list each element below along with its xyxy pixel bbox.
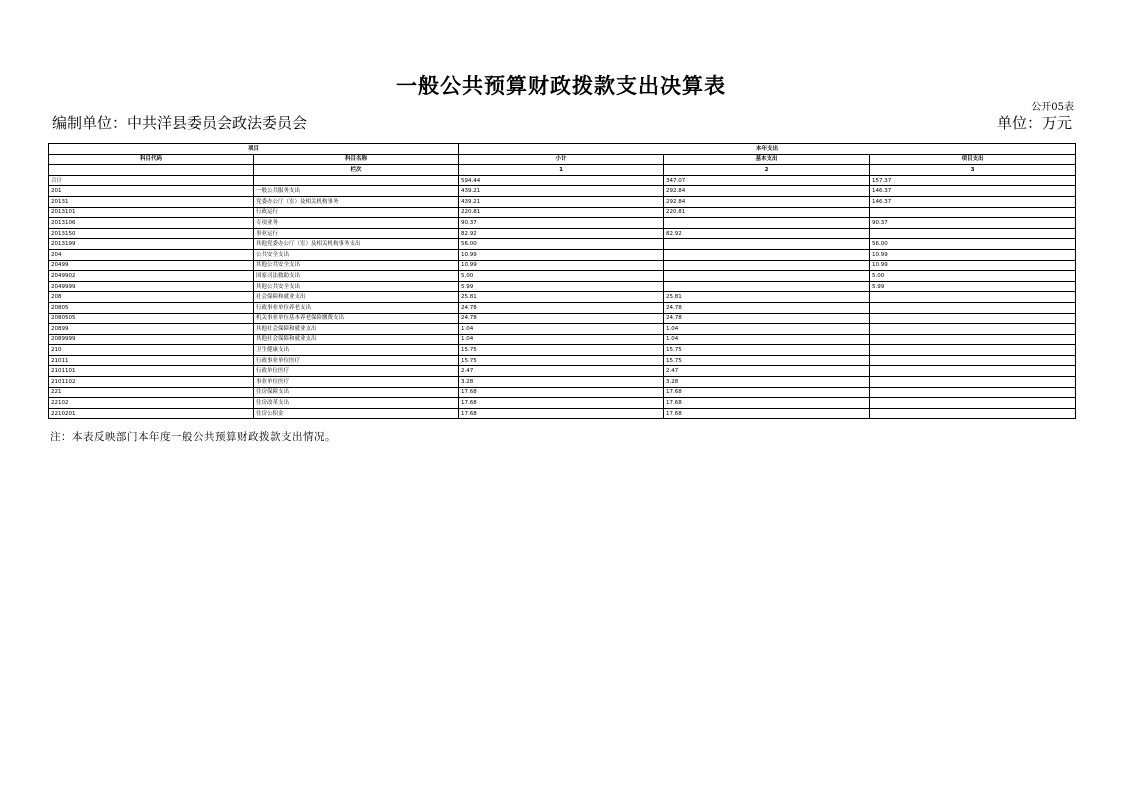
subject-name-cell: 住房公积金 [254, 408, 459, 419]
report-title: 一般公共预算财政拨款支出决算表 [396, 73, 726, 98]
form-number: 公开05表 [1031, 102, 1074, 113]
subtotal-cell: 90.37 [459, 218, 664, 229]
subject-name-cell: 行政运行 [254, 207, 459, 218]
subtotal-cell: 1.04 [459, 324, 664, 335]
subject-code-cell: 20805 [49, 302, 254, 313]
subject-name-cell: 住房改革支出 [254, 398, 459, 409]
table-row [49, 196, 1076, 207]
subject-code-cell: 20499 [49, 260, 254, 271]
subject-name-cell: 卫生健康支出 [254, 345, 459, 356]
subtotal-cell: 17.68 [459, 408, 664, 419]
subject-name-cell: 其他公共安全支出 [254, 260, 459, 271]
project-expense-cell [870, 334, 1076, 345]
subtotal-cell: 594.44 [459, 175, 664, 186]
basic-expense-cell: 82.92 [664, 228, 870, 239]
money-unit: 单位：万元 [996, 114, 1072, 132]
table-row [49, 175, 1076, 186]
header-row-2 [49, 154, 1076, 165]
subject-code-cell: 204 [49, 249, 254, 260]
table-row [49, 366, 1076, 377]
basic-expense-cell: 1.04 [664, 334, 870, 345]
basic-expense-cell [664, 218, 870, 229]
basic-expense-cell: 292.84 [664, 196, 870, 207]
subject-code-cell: 2013150 [49, 228, 254, 239]
header-subject-name: 科目名称 [254, 154, 459, 165]
subtotal-cell: 10.99 [459, 260, 664, 271]
header-blank [49, 165, 254, 176]
header-current-year-expense: 本年支出 [459, 144, 1076, 155]
basic-expense-cell: 17.68 [664, 387, 870, 398]
subject-code-cell: 2210201 [49, 408, 254, 419]
subject-code-cell: 2013106 [49, 218, 254, 229]
subtotal-cell: 15.75 [459, 355, 664, 366]
header-col-2: 2 [664, 165, 870, 176]
project-expense-cell: 146.37 [870, 186, 1076, 197]
subtotal-cell: 3.28 [459, 377, 664, 388]
table-row [49, 345, 1076, 356]
header-col-1: 1 [459, 165, 664, 176]
basic-expense-cell: 2.47 [664, 366, 870, 377]
project-expense-cell: 56.00 [870, 239, 1076, 250]
header-basic-expense: 基本支出 [664, 154, 870, 165]
basic-expense-cell [664, 260, 870, 271]
basic-expense-cell [664, 271, 870, 282]
subject-code-cell: 22102 [49, 398, 254, 409]
basic-expense-cell [664, 281, 870, 292]
subject-code-cell: 2049999 [49, 281, 254, 292]
subject-name-cell: 行政事业单位养老支出 [254, 302, 459, 313]
project-expense-cell [870, 345, 1076, 356]
table-note: 注：本表反映部门本年度一般公共预算财政拨款支出情况。 [50, 431, 336, 443]
subject-code-cell: 20131 [49, 196, 254, 207]
subject-code-cell: 2101102 [49, 377, 254, 388]
subtotal-cell: 439.21 [459, 186, 664, 197]
subject-code-cell: 2080505 [49, 313, 254, 324]
subtotal-cell: 1.04 [459, 334, 664, 345]
subtotal-cell: 15.75 [459, 345, 664, 356]
budget-table [48, 143, 1076, 419]
table-row [49, 186, 1076, 197]
subject-code-cell: 201 [49, 186, 254, 197]
table-row [49, 398, 1076, 409]
subtotal-cell: 24.78 [459, 313, 664, 324]
table-row [49, 324, 1076, 335]
table-row [49, 239, 1076, 250]
basic-expense-cell: 347.07 [664, 175, 870, 186]
table-row [49, 377, 1076, 388]
header-subtotal: 小计 [459, 154, 664, 165]
project-expense-cell: 10.99 [870, 249, 1076, 260]
basic-expense-cell: 17.68 [664, 408, 870, 419]
subject-name-cell: 其他社会保障和就业支出 [254, 334, 459, 345]
table-row [49, 292, 1076, 303]
subject-name-cell: 公共安全支出 [254, 249, 459, 260]
subtotal-cell: 10.99 [459, 249, 664, 260]
basic-expense-cell: 15.75 [664, 345, 870, 356]
header-row-3 [49, 165, 1076, 176]
project-expense-cell [870, 408, 1076, 419]
subject-code-cell: 2101101 [49, 366, 254, 377]
subject-name-cell: 事业单位医疗 [254, 377, 459, 388]
subject-code-cell: 2089999 [49, 334, 254, 345]
subtotal-cell: 25.81 [459, 292, 664, 303]
subject-name-cell: 社会保障和就业支出 [254, 292, 459, 303]
project-expense-cell [870, 313, 1076, 324]
table-row [49, 218, 1076, 229]
basic-expense-cell [664, 239, 870, 250]
project-expense-cell: 146.37 [870, 196, 1076, 207]
table-row [49, 387, 1076, 398]
subject-code-cell: 208 [49, 292, 254, 303]
subtotal-cell: 5.00 [459, 271, 664, 282]
basic-expense-cell: 24.78 [664, 302, 870, 313]
subject-name-cell: 其他党委办公厅（室）及相关机构事务支出 [254, 239, 459, 250]
basic-expense-cell: 1.04 [664, 324, 870, 335]
table-row [49, 260, 1076, 271]
table-row [49, 228, 1076, 239]
subject-code-cell: 2013101 [49, 207, 254, 218]
subject-code-cell: 210 [49, 345, 254, 356]
budget-table-body [49, 144, 1076, 419]
basic-expense-cell: 17.68 [664, 398, 870, 409]
subtotal-cell: 56.00 [459, 239, 664, 250]
subject-code-cell: 221 [49, 387, 254, 398]
project-expense-cell [870, 366, 1076, 377]
header-row-1 [49, 144, 1076, 155]
subject-name-cell: 党委办公厅（室）及相关机构事务 [254, 196, 459, 207]
project-expense-cell [870, 292, 1076, 303]
subject-name-cell: 行政事业单位医疗 [254, 355, 459, 366]
subject-name-cell [254, 175, 459, 186]
subject-code-cell: 2013199 [49, 239, 254, 250]
subtotal-cell: 24.78 [459, 302, 664, 313]
basic-expense-cell: 15.75 [664, 355, 870, 366]
subject-code-cell: 20899 [49, 324, 254, 335]
project-expense-cell: 5.00 [870, 271, 1076, 282]
table-row [49, 271, 1076, 282]
compiling-unit: 编制单位：中共洋县委员会政法委员会 [52, 114, 308, 132]
subject-name-cell: 事业运行 [254, 228, 459, 239]
header-item: 项目 [49, 144, 459, 155]
subtotal-cell: 17.68 [459, 398, 664, 409]
header-col-3: 3 [870, 165, 1076, 176]
basic-expense-cell: 3.28 [664, 377, 870, 388]
subject-name-cell: 机关事业单位基本养老保险缴费支出 [254, 313, 459, 324]
subtotal-cell: 2.47 [459, 366, 664, 377]
subtotal-cell: 439.21 [459, 196, 664, 207]
project-expense-cell [870, 324, 1076, 335]
table-row [49, 249, 1076, 260]
project-expense-cell: 157.37 [870, 175, 1076, 186]
table-row [49, 334, 1076, 345]
basic-expense-cell: 292.84 [664, 186, 870, 197]
subject-name-cell: 专项业务 [254, 218, 459, 229]
project-expense-cell [870, 207, 1076, 218]
subject-code-cell: 21011 [49, 355, 254, 366]
header-row-label: 栏次 [254, 165, 459, 176]
project-expense-cell [870, 228, 1076, 239]
subject-name-cell: 行政单位医疗 [254, 366, 459, 377]
subject-name-cell: 住房保障支出 [254, 387, 459, 398]
project-expense-cell: 5.99 [870, 281, 1076, 292]
subtotal-cell: 220.81 [459, 207, 664, 218]
table-row [49, 302, 1076, 313]
table-row [49, 281, 1076, 292]
subtotal-cell: 5.99 [459, 281, 664, 292]
subject-name-cell: 国家司法救助支出 [254, 271, 459, 282]
project-expense-cell: 10.99 [870, 260, 1076, 271]
project-expense-cell: 90.37 [870, 218, 1076, 229]
basic-expense-cell: 25.81 [664, 292, 870, 303]
project-expense-cell [870, 302, 1076, 313]
project-expense-cell [870, 355, 1076, 366]
project-expense-cell [870, 398, 1076, 409]
basic-expense-cell: 24.78 [664, 313, 870, 324]
project-expense-cell [870, 377, 1076, 388]
table-row [49, 408, 1076, 419]
subject-name-cell: 其他社会保障和就业支出 [254, 324, 459, 335]
subject-code-cell: 2049902 [49, 271, 254, 282]
subject-name-cell: 一般公共服务支出 [254, 186, 459, 197]
subject-code-cell: 合计 [49, 175, 254, 186]
basic-expense-cell [664, 249, 870, 260]
subtotal-cell: 82.92 [459, 228, 664, 239]
table-row [49, 207, 1076, 218]
table-row [49, 355, 1076, 366]
subject-name-cell: 其他公共安全支出 [254, 281, 459, 292]
project-expense-cell [870, 387, 1076, 398]
subtotal-cell: 17.68 [459, 387, 664, 398]
header-project-expense: 项目支出 [870, 154, 1076, 165]
header-subject-code: 科目代码 [49, 154, 254, 165]
basic-expense-cell: 220.81 [664, 207, 870, 218]
table-row [49, 313, 1076, 324]
